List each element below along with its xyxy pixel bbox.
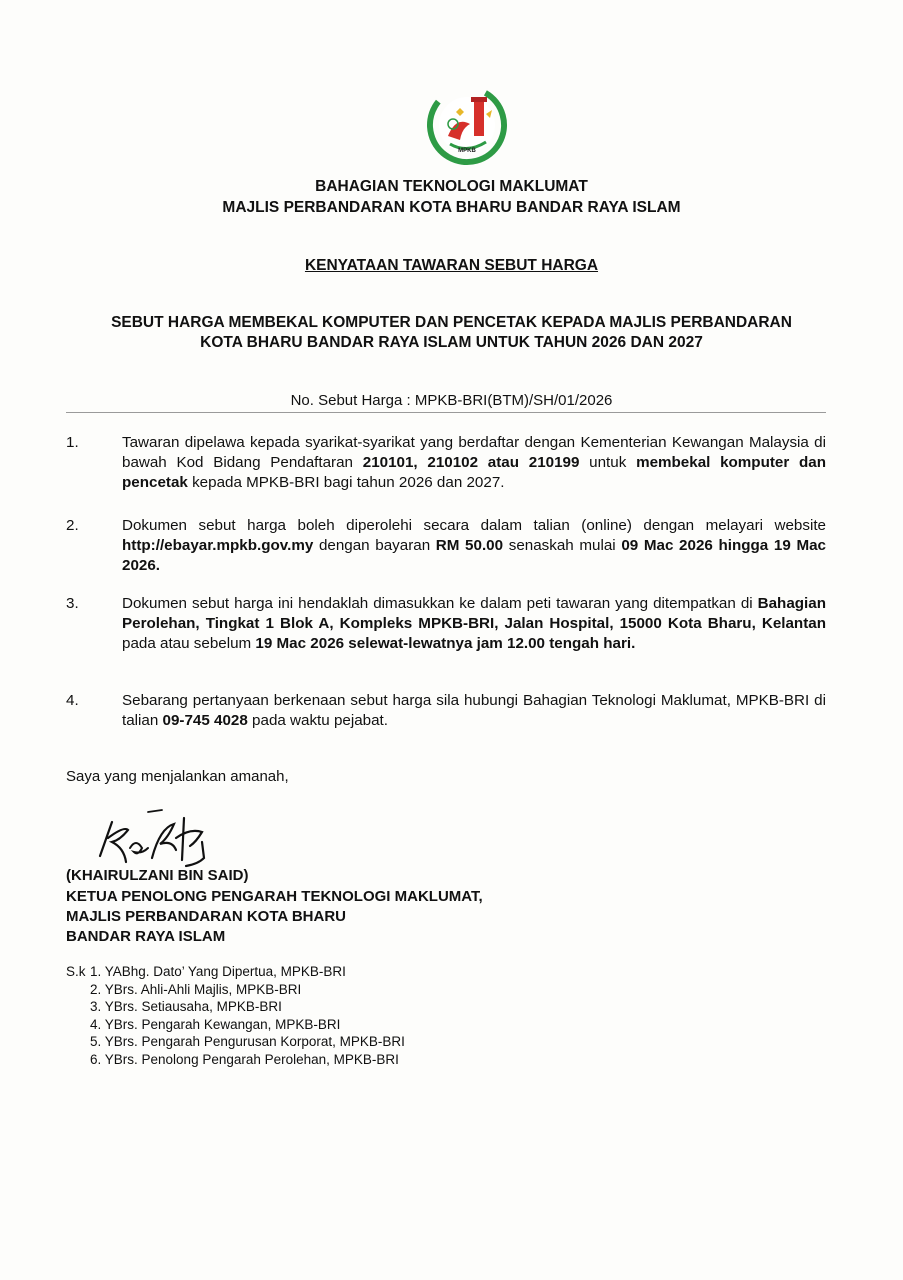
item-number: 1. — [66, 434, 79, 451]
item-number: 2. — [66, 517, 79, 534]
council-logo — [426, 84, 508, 166]
item-number: 3. — [66, 595, 79, 612]
closing-remark: Saya yang menjalankan amanah, — [66, 768, 289, 785]
reference-label: No. Sebut Harga : — [290, 392, 411, 409]
cc-prefix: S.k — [66, 964, 86, 979]
item-text: Sebarang pertanyaan berkenaan sebut harga sila hubungi Bahagian Teknologi Maklumat, MPKB-BRI di talian 09-745 4028 pada waktu pejabat. — [122, 692, 826, 729]
department-heading: BAHAGIAN TEKNOLOGI MAKLUMAT — [315, 178, 588, 195]
item-text: Dokumen sebut harga boleh diperolehi secara dalam talian (online) dengan melayari website http://ebayar.mpkb.gov.my dengan bayaran RM 50.00 senaskah mulai 09 Mac 2026 hingga 19 Mac 2026. — [122, 517, 826, 574]
cc-entry: 3. YBrs. Setiausaha, MPKB-BRI — [90, 999, 282, 1014]
subject-line-2: KOTA BHARU BANDAR RAYA ISLAM UNTUK TAHUN 2026 DAN 2027 — [200, 334, 703, 351]
council-heading: MAJLIS PERBANDARAN KOTA BHARU BANDAR RAYA ISLAM — [222, 199, 681, 216]
item-number: 4. — [66, 692, 79, 709]
phone-number: 09-745 4028 — [162, 712, 248, 729]
cc-entry: 2. YBrs. Ahli-Ahli Majlis, MPKB-BRI — [90, 981, 302, 997]
cc-entry: 5. YBrs. Pengarah Pengurusan Korporat, MPKB-BRI — [90, 1034, 405, 1049]
cc-entry: S.k 1. YABhg. Dato’ Yang Dipertua, MPKB-BRI — [66, 964, 346, 979]
website-link[interactable]: http://ebayar.mpkb.gov.my — [122, 537, 314, 554]
svg-text:MPKB: MPKB — [458, 148, 476, 154]
cc-entry: 6. YBrs. Penolong Pengarah Perolehan, MPKB-BRI — [90, 1051, 399, 1067]
signer-name: (KHAIRULZANI BIN SAID) — [66, 867, 249, 884]
signer-organisation: MAJLIS PERBANDARAN KOTA BHARU — [66, 908, 346, 925]
reference-value: MPKB-BRI(BTM)/SH/01/2026 — [414, 392, 613, 409]
signer-organisation-suffix: BANDAR RAYA ISLAM — [66, 928, 226, 945]
cc-entry: 4. YBrs. Pengarah Kewangan, MPKB-BRI — [90, 1016, 341, 1032]
reference-number — [0, 392, 903, 409]
item-text: Dokumen sebut harga ini hendaklah dimasukkan ke dalam peti tawaran yang ditempatkan di Bahagian Perolehan, Tingkat 1 Blok A, Kompleks MPKB-BRI, Jalan Hospital, 15000 Kota Bharu, Kelantan pada atau sebelum 19 Mac 2026 selewat-lewatnya jam 12.00 tengah hari. — [122, 595, 826, 652]
subject-line-1: SEBUT HARGA MEMBEKAL KOMPUTER DAN PENCETAK KEPADA MAJLIS PERBANDARAN — [111, 314, 792, 331]
item-text: Tawaran dipelawa kepada syarikat-syarikat yang berdaftar dengan Kementerian Kewangan Malaysia di bawah Kod Bidang Pendaftaran 210101, 210102 atau 210199 untuk membekal komputer dan pencetak kepada MPKB-BRI bagi tahun 2026 dan 2027. — [122, 434, 827, 491]
signer-title: KETUA PENOLONG PENGARAH TEKNOLOGI MAKLUMAT, — [66, 888, 483, 905]
divider — [66, 412, 826, 413]
cc-list — [66, 963, 405, 1068]
statement-title: KENYATAAN TAWARAN SEBUT HARGA — [304, 257, 599, 274]
